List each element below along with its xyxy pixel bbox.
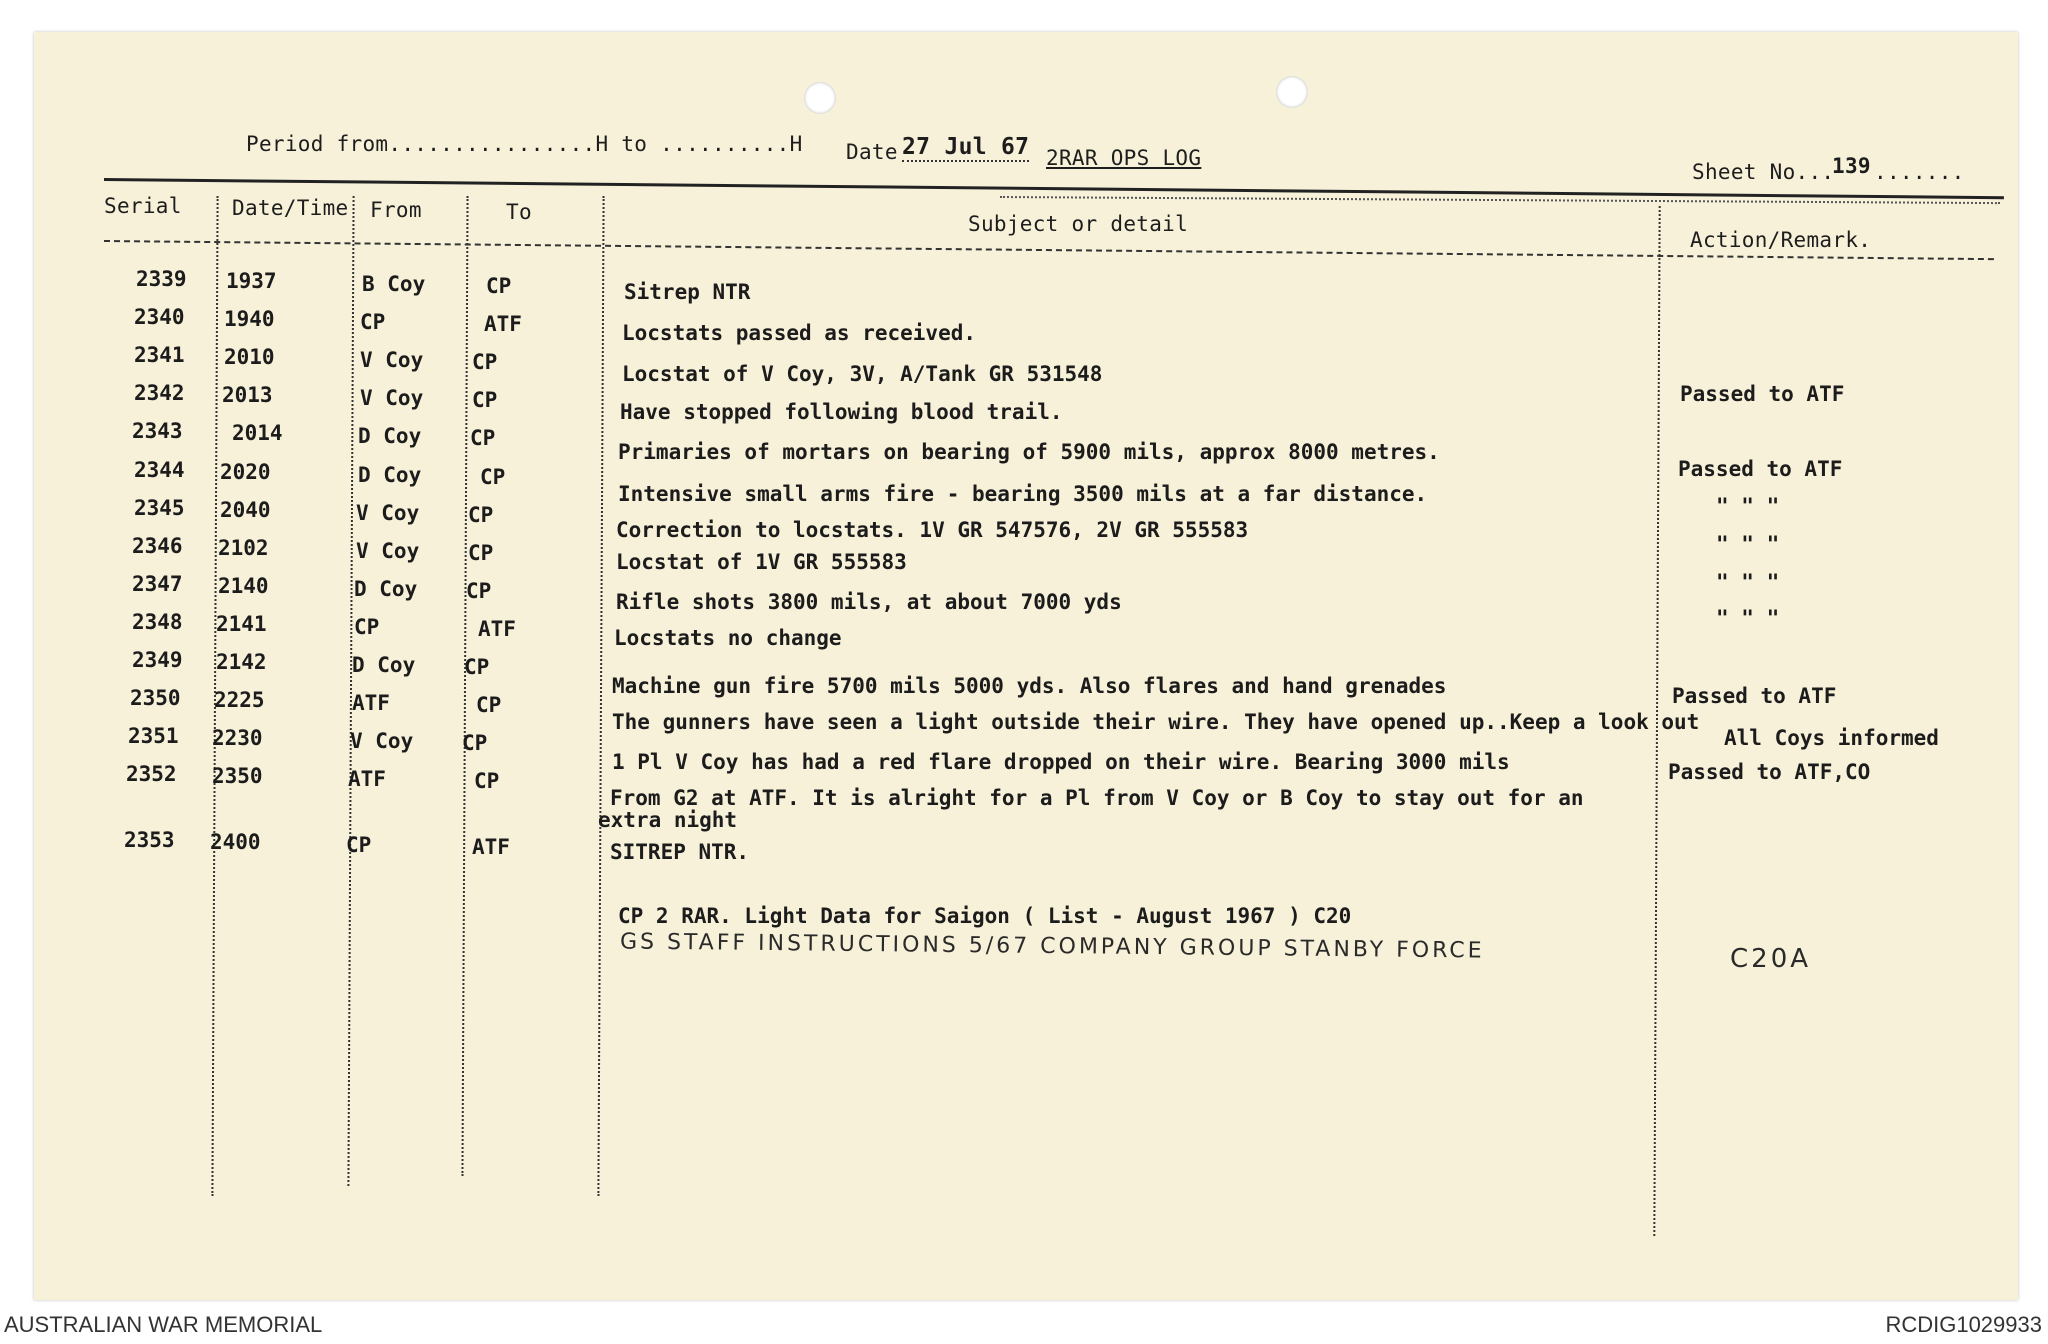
serial-cell: 2348 xyxy=(132,610,183,634)
action-cell: " " " xyxy=(1716,494,1780,518)
col-header-to: To xyxy=(506,200,532,224)
to-cell: ATF xyxy=(478,617,516,641)
subject-cell: Locstat of V Coy, 3V, A/Tank GR 531548 xyxy=(622,362,1103,386)
serial-cell: 2343 xyxy=(132,419,183,443)
subject-cell: Have stopped following blood trail. xyxy=(620,400,1063,424)
from-cell: D Coy xyxy=(352,653,416,677)
from-cell: V Coy xyxy=(356,539,420,563)
to-cell: CP xyxy=(468,541,494,565)
serial-cell: 2346 xyxy=(132,534,183,558)
from-cell: D Coy xyxy=(354,577,418,601)
col-header-from: From xyxy=(370,198,422,222)
to-cell: CP xyxy=(470,426,496,450)
handwritten-note: GS STAFF INSTRUCTIONS 5/67 COMPANY GROUP STANBY FORCE xyxy=(619,929,1485,964)
subject-cell: 1 Pl V Coy has had a red flare dropped on their wire. Bearing 3000 mils xyxy=(612,750,1510,774)
serial-cell: 2351 xyxy=(128,724,179,748)
date-label: Date xyxy=(846,140,898,164)
to-cell: CP xyxy=(486,274,512,298)
from-cell: CP xyxy=(360,310,386,334)
time-cell: 1937 xyxy=(226,269,277,293)
serial-cell: 2352 xyxy=(126,762,177,786)
action-cell: " " " xyxy=(1716,570,1780,594)
time-cell: 2142 xyxy=(216,650,267,674)
time-cell: 2040 xyxy=(220,498,271,522)
from-cell: CP xyxy=(354,615,380,639)
from-cell: B Coy xyxy=(362,272,426,296)
time-cell: 2230 xyxy=(212,726,263,750)
sheet-number: 139 xyxy=(1832,154,1871,178)
to-cell: CP xyxy=(480,465,506,489)
serial-cell: 2349 xyxy=(132,648,183,672)
date-value: 27 Jul 67 xyxy=(902,134,1030,160)
subject-cell: Locstat of 1V GR 555583 xyxy=(616,550,907,574)
to-cell: CP xyxy=(464,655,490,679)
from-cell: D Coy xyxy=(358,424,422,448)
time-cell: 2400 xyxy=(210,830,261,854)
serial-cell: 2345 xyxy=(134,496,185,520)
time-cell: 2010 xyxy=(224,345,275,369)
time-cell: 2350 xyxy=(212,764,263,788)
to-cell: CP xyxy=(474,769,500,793)
log-title: 2RAR OPS LOG xyxy=(1046,146,1202,170)
subject-cell: Correction to locstats. 1V GR 547576, 2V GR 555583 xyxy=(616,518,1249,542)
to-cell: CP xyxy=(472,350,498,374)
time-cell: 2225 xyxy=(214,688,265,712)
col-header-datetime: Date/Time xyxy=(232,196,349,220)
to-cell: CP xyxy=(468,503,494,527)
subject-cell: SITREP NTR. xyxy=(610,840,750,864)
from-cell: V Coy xyxy=(360,348,424,372)
action-cell: Passed to ATF xyxy=(1680,382,1845,406)
footer-catalogue-id: RCDIG1029933 xyxy=(1885,1312,2042,1337)
subject-cell: From G2 at ATF. It is alright for a Pl from V Coy or B Coy to stay out for an xyxy=(610,786,1584,810)
time-cell: 2102 xyxy=(218,536,269,560)
col-header-serial: Serial xyxy=(104,194,182,218)
period-field: Period from................H to ..........H xyxy=(246,132,803,156)
sheet-label: Sheet No... xyxy=(1692,160,1835,184)
serial-cell: 2353 xyxy=(124,828,175,852)
to-cell: CP xyxy=(472,388,498,412)
from-cell: ATF xyxy=(352,691,390,715)
action-cell: " " " xyxy=(1716,606,1780,630)
from-cell: ATF xyxy=(348,767,386,791)
serial-cell: 2350 xyxy=(130,686,181,710)
from-cell: V Coy xyxy=(360,386,424,410)
serial-cell: 2341 xyxy=(134,343,185,367)
from-cell: D Coy xyxy=(358,463,422,487)
punch-hole-left xyxy=(804,82,836,114)
punch-hole-right xyxy=(1276,76,1308,108)
col-header-action: Action/Remark. xyxy=(1690,228,1872,252)
subject-cell: Machine gun fire 5700 mils 5000 yds. Also flares and hand grenades xyxy=(612,674,1447,698)
typed-note: CP 2 RAR. Light Data for Saigon ( List - August 1967 ) C20 xyxy=(618,904,1352,928)
serial-cell: 2342 xyxy=(134,381,185,405)
serial-cell: 2339 xyxy=(136,267,187,291)
subject-cell: Intensive small arms fire - bearing 3500 mils at a far distance. xyxy=(618,482,1428,506)
serial-cell: 2340 xyxy=(134,305,185,329)
footer-institution: AUSTRALIAN WAR MEMORIAL xyxy=(4,1312,323,1337)
subject-cell: Rifle shots 3800 mils, at about 7000 yds xyxy=(616,590,1122,614)
sheet-dots: ....... xyxy=(1874,160,1965,184)
serial-cell: 2347 xyxy=(132,572,183,596)
from-cell: CP xyxy=(346,833,372,857)
action-cell: All Coys informed xyxy=(1724,726,1939,750)
to-cell: ATF xyxy=(484,312,522,336)
subject-cell: The gunners have seen a light outside their wire. They have opened up..Keep a look out xyxy=(612,710,1700,734)
handwritten-reference: C20A xyxy=(1730,944,1812,974)
action-cell: Passed to ATF xyxy=(1672,684,1837,708)
time-cell: 1940 xyxy=(224,307,275,331)
subject-cell: Locstats passed as received. xyxy=(622,321,977,345)
subject-cell: Locstats no change xyxy=(614,626,842,650)
action-cell: Passed to ATF,CO xyxy=(1668,760,1871,784)
time-cell: 2014 xyxy=(232,421,283,445)
subject-cell: Primaries of mortars on bearing of 5900 mils, approx 8000 metres. xyxy=(618,440,1440,464)
time-cell: 2020 xyxy=(220,460,271,484)
to-cell: CP xyxy=(462,731,488,755)
col-header-subject: Subject or detail xyxy=(968,212,1189,236)
to-cell: CP xyxy=(466,579,492,603)
action-cell: Passed to ATF xyxy=(1678,457,1843,481)
time-cell: 2013 xyxy=(222,383,273,407)
from-cell: V Coy xyxy=(350,729,414,753)
time-cell: 2141 xyxy=(216,612,267,636)
to-cell: ATF xyxy=(472,835,510,859)
serial-cell: 2344 xyxy=(134,458,185,482)
time-cell: 2140 xyxy=(218,574,269,598)
to-cell: CP xyxy=(476,693,502,717)
from-cell: V Coy xyxy=(356,501,420,525)
action-cell: " " " xyxy=(1716,532,1780,556)
subject-cell: extra night xyxy=(598,808,738,832)
subject-cell: Sitrep NTR xyxy=(624,280,751,304)
